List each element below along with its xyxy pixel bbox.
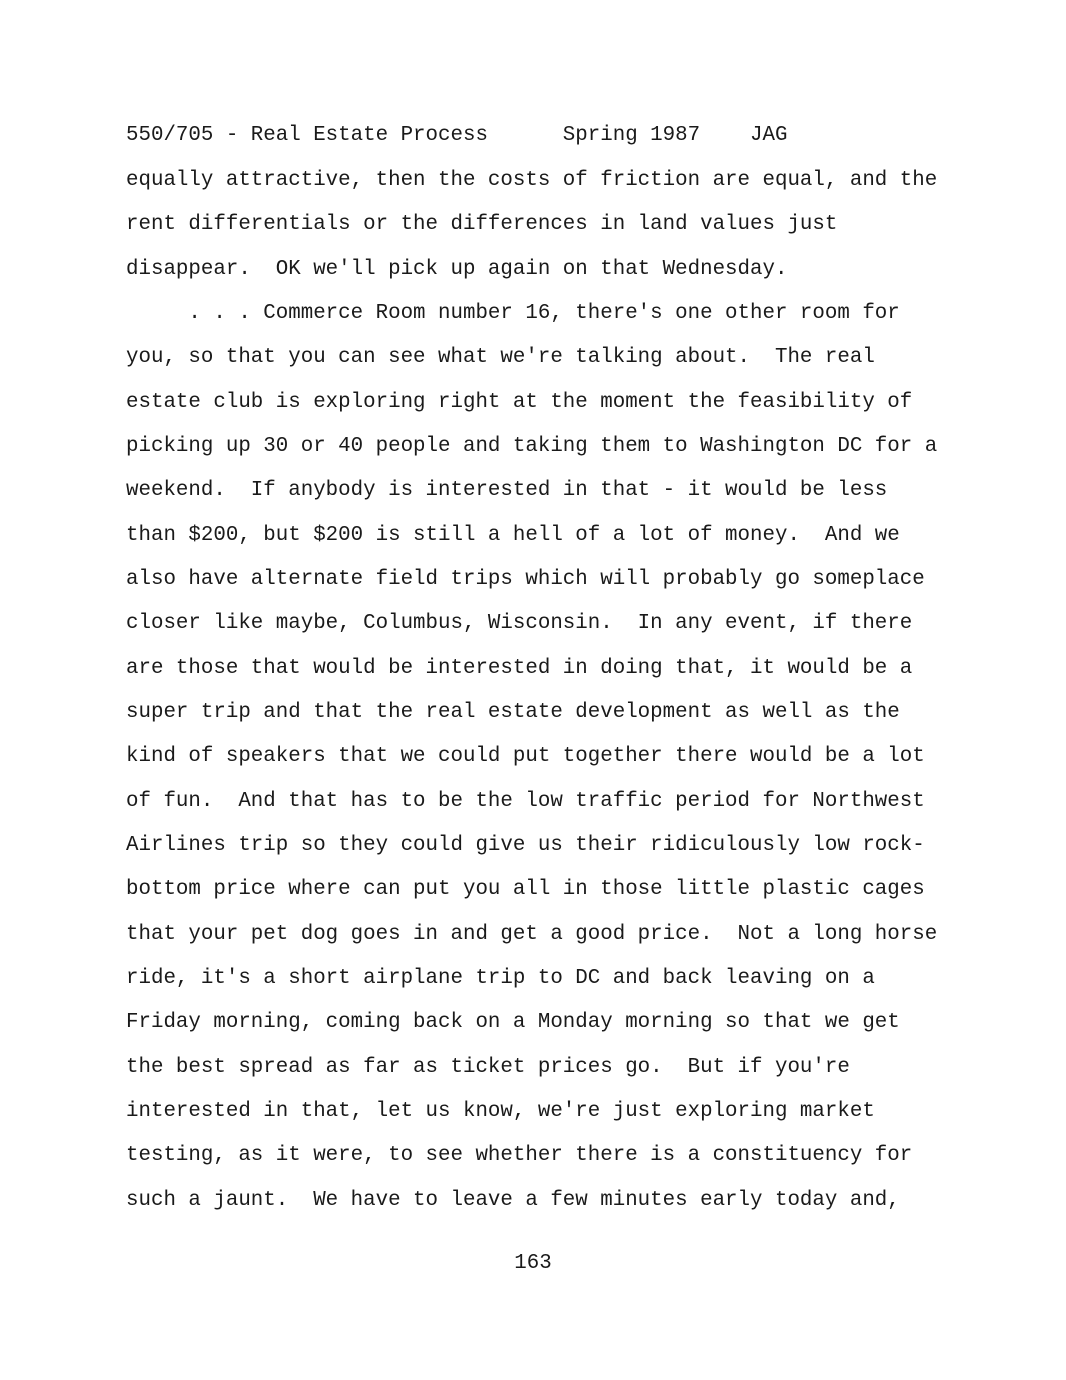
- body-line: bottom price where can put you all in those little plastic cages: [126, 878, 925, 901]
- page-header: 550/705 - Real Estate Process Spring 1987 JAG: [126, 124, 788, 147]
- body-line: of fun. And that has to be the low traffic period for Northwest: [126, 790, 925, 813]
- body-line: you, so that you can see what we're talking about. The real: [126, 346, 875, 369]
- body-line: Friday morning, coming back on a Monday morning so that we get: [126, 1011, 900, 1034]
- body-line: also have alternate field trips which will probably go someplace: [126, 568, 925, 591]
- body-line: are those that would be interested in doing that, it would be a: [126, 657, 913, 680]
- body-line: estate club is exploring right at the moment the feasibility of: [126, 391, 913, 414]
- body-line: the best spread as far as ticket prices go. But if you're: [126, 1056, 850, 1079]
- body-line: interested in that, let us know, we're just exploring market: [126, 1100, 875, 1123]
- body-line: weekend. If anybody is interested in that - it would be less: [126, 479, 888, 502]
- page-number: 163: [514, 1252, 552, 1275]
- body-line: . . . Commerce Room number 16, there's one other room for: [126, 302, 900, 325]
- body-line: that your pet dog goes in and get a good price. Not a long horse: [126, 923, 938, 946]
- body-line: disappear. OK we'll pick up again on that Wednesday.: [126, 258, 788, 281]
- body-line: picking up 30 or 40 people and taking them to Washington DC for a: [126, 435, 938, 458]
- body-line: such a jaunt. We have to leave a few minutes early today and,: [126, 1189, 900, 1212]
- body-line: kind of speakers that we could put together there would be a lot: [126, 745, 925, 768]
- body-line: than $200, but $200 is still a hell of a lot of money. And we: [126, 524, 900, 547]
- body-line: equally attractive, then the costs of friction are equal, and the: [126, 169, 938, 192]
- body-line: closer like maybe, Columbus, Wisconsin. In any event, if there: [126, 612, 913, 635]
- body-line: Airlines trip so they could give us their ridiculously low rock-: [126, 834, 925, 857]
- body-line: rent differentials or the differences in land values just: [126, 213, 838, 236]
- body-line: super trip and that the real estate development as well as the: [126, 701, 900, 724]
- body-line: testing, as it were, to see whether there is a constituency for: [126, 1144, 913, 1167]
- body-line: ride, it's a short airplane trip to DC and back leaving on a: [126, 967, 875, 990]
